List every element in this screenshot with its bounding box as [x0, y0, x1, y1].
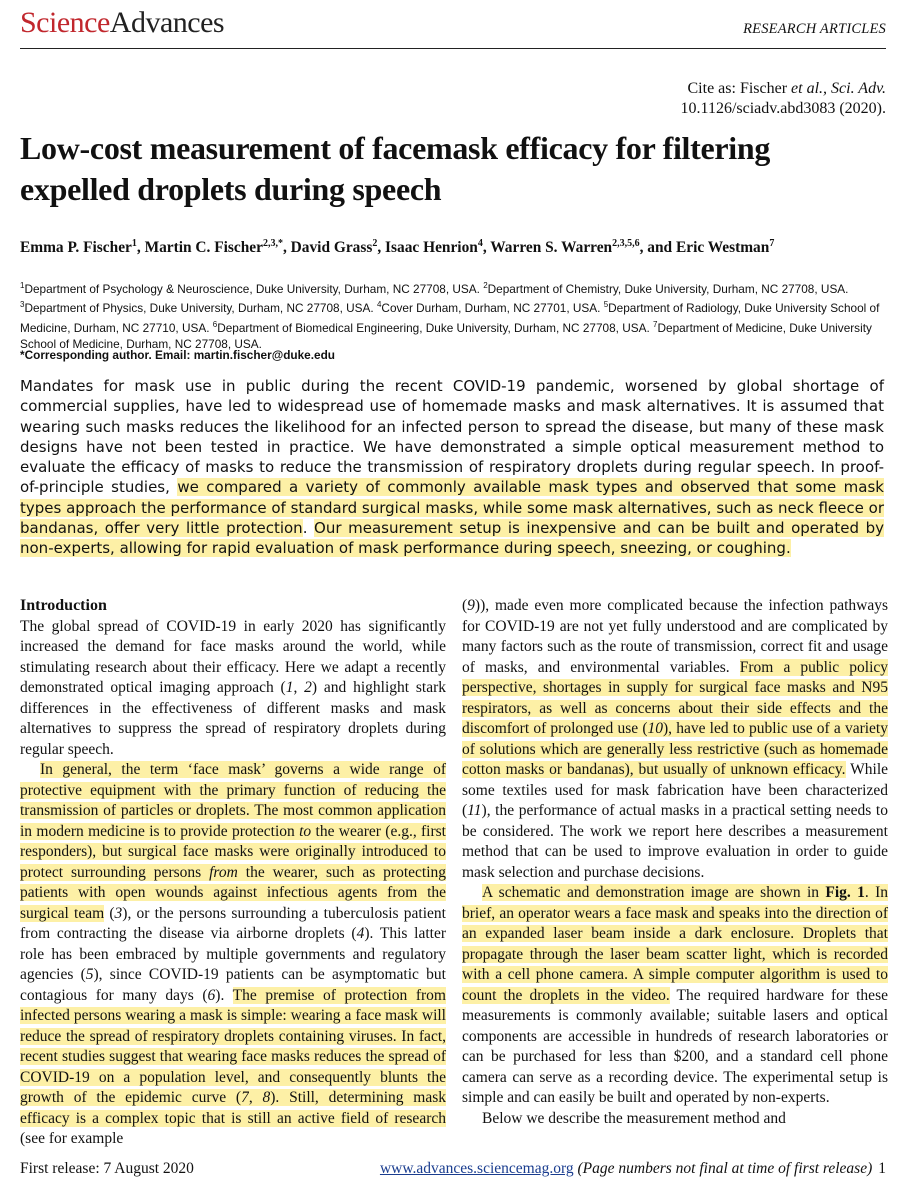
author-name: Isaac Henrion — [385, 239, 478, 257]
reference-number: 10 — [647, 720, 663, 737]
text-run: ). Still, determining mask efficacy is a complex topic that is still an active field of research — [20, 1089, 447, 1127]
author-list — [20, 234, 880, 258]
reference-number: 4 — [356, 925, 365, 942]
journal-logo[interactable] — [20, 6, 224, 40]
author-name: David Grass — [290, 239, 373, 257]
text-run: the wearer, such as protecting patients with open wounds against infectious agents from the surgical team — [20, 863, 446, 922]
text-run: ( — [462, 597, 468, 614]
body-paragraph — [462, 1109, 888, 1130]
right-body — [462, 596, 888, 1129]
affiliation-text: Cover Durham, Durham, NC 27701, USA. — [381, 301, 604, 316]
text-run: . In brief, an operator wears a face mask and speaks into the direction of an expanded laser beam inside a dark enclosure. Droplets that propagate through the laser beam scatter light, which is recorded with a cell phone camera. A simple computer algorithm is used to count the droplets in the video. — [462, 884, 888, 1004]
author-separator: , — [136, 239, 145, 257]
header-divider — [20, 48, 886, 49]
text-run: ), since COVID-19 patients can be asymptomatic but contagious for many days ( — [20, 966, 446, 1004]
affiliation-number: 4 — [376, 300, 382, 310]
affiliation-text: Department of Radiology, Duke University School of Medicine, Durham, NC 27710, USA. — [20, 301, 880, 335]
affiliation-text: Department of Chemistry, Duke University, Durham, NC 27708, USA. — [487, 281, 849, 296]
author-affiliation-marker: 2,3,* — [262, 238, 283, 249]
right-column — [462, 596, 888, 1129]
body-paragraph — [20, 617, 446, 761]
affiliation-number: 6 — [212, 319, 218, 329]
footer-right — [380, 1160, 886, 1178]
affiliation-text: Department of Psychology & Neuroscience, Duke University, Durham, NC 27708, USA. — [24, 281, 484, 296]
text-run: ( — [104, 904, 115, 922]
text-run: The required hardware for these measurements is commonly available; suitable lasers and optical components are accessible in hundreds of research laboratories or can be purchased for less than $200, and a standard cell phone camera can serve as a recording device. The experimental setup is simple and can easily be built and operated by non-experts. — [462, 986, 888, 1106]
text-run: ). — [215, 986, 233, 1004]
affiliation-text: Department of Medicine, Duke University School of Medicine, Durham, NC 27708, USA. — [20, 320, 872, 352]
reference-number: 1 — [285, 679, 294, 696]
corresponding-author: *Corresponding author. Email: martin.fischer@duke.edu — [20, 348, 335, 362]
reference-number: 8 — [262, 1089, 271, 1106]
reference-number: 9 — [467, 597, 475, 614]
reference-number: 3 — [114, 904, 123, 922]
affiliation-number: 2 — [483, 281, 488, 290]
author-separator: , — [282, 239, 291, 257]
section-label: RESEARCH ARTICLES — [743, 21, 886, 37]
text-run: The global spread of COVID-19 in early 2020 has significantly increased the demand for face masks around the world, while stimulating research about their efficacy. Here we adapt a recently demonstrated optical imaging approach ( — [20, 617, 446, 696]
text-run: (see for example — [20, 1130, 124, 1147]
text-run: In general, the term ‘face mask’ governs a wide range of protective equipment with the primary function of reducing the transmission of particles or droplets. The most common application in modern medicine is to provide protection — [20, 761, 446, 840]
text-run: ), the performance of actual masks in a practical setting needs to be considered. The work we report here describes a measurement method that can be used to improve evaluation in order to guide mask selection and purchase decisions. — [462, 802, 888, 881]
page-number: 1 — [878, 1160, 886, 1177]
cite-journal: , Sci. Adv. — [823, 80, 886, 97]
author-affiliation-marker: 7 — [769, 238, 775, 249]
text-run: ) and highlight stark differences in the effectiveness of different masks and mask alternatives to suppress the spread of respiratory droplets during regular speech. — [20, 679, 446, 758]
text-run: from — [209, 863, 238, 881]
text-run: A schematic and demonstration image are shown in — [482, 884, 826, 901]
text-run: , — [248, 1089, 263, 1106]
cite-prefix: Cite as: Fischer — [687, 80, 792, 97]
affiliation-number: 7 — [653, 319, 658, 329]
abstract-text: Mandates for mask use in public during the recent COVID-19 pandemic, worsened by global shortage of commercial supplies, have led to widespread use of homemade masks and mask alternatives. It is assumed that wearing such masks reduces the likelihood for an infected person to spread the disease, but many of these mask designs have not been tested in practice. We have demonstrated a simple optical measurement method to evaluate the efficacy of masks to reduce the transmission of respiratory droplets during regular speech. In proof-of-principle studies, — [20, 377, 884, 497]
reference-number: 5 — [85, 966, 94, 983]
affiliation-number: 3 — [20, 300, 25, 310]
figure-reference: Fig. 1 — [825, 884, 865, 901]
text-run: to — [299, 822, 312, 840]
article-title: Low-cost measurement of facemask efficacy for filtering expelled droplets during speech — [20, 130, 771, 207]
author-separator: , and — [639, 239, 676, 257]
text-run: , — [293, 679, 305, 696]
abstract-highlight: Our measurement setup is inexpensive and can be built and operated by non-experts, allowing for rapid evaluation of mask performance during speech, sneezing, or coughing. — [20, 519, 884, 558]
author-name: Eric Westman — [675, 239, 770, 257]
body-paragraph — [462, 883, 888, 1109]
text-run: ). This latter role has been embraced by multiple governments and regulatory agencies ( — [20, 925, 447, 983]
author-separator: , — [482, 239, 491, 257]
reference-number: 6 — [207, 986, 216, 1004]
journal-logo-science: Science — [20, 6, 110, 39]
text-run: While some textiles used for mask fabrication have been characterized ( — [462, 761, 889, 819]
author-affiliation-marker: 2 — [372, 238, 378, 249]
abstract-highlight: we compared a variety of commonly available mask types and observed that some mask types approach the performance of standard surgical masks, while some mask alternatives, such as neck fleece or bandanas, offer very little protection — [20, 478, 884, 538]
affiliation-number: 5 — [603, 300, 609, 310]
author-separator: , — [377, 239, 386, 257]
reference-number: 2 — [304, 679, 312, 696]
abstract — [20, 376, 884, 559]
left-body — [20, 617, 446, 1150]
reference-number: 7 — [241, 1089, 249, 1106]
journal-logo-advances: Advances — [109, 6, 225, 39]
author-affiliation-marker: 4 — [477, 238, 483, 249]
text-run: )), made even more complicated because the infection pathways for COVID-19 are not yet fully understood and are complicated by many factors such as the route of transmission, correct fit and usage of masks, and environmental variables. — [462, 597, 888, 676]
citation — [681, 79, 886, 119]
text-run: Below we describe the measurement method and — [482, 1109, 786, 1127]
abstract-text: . — [302, 519, 315, 538]
text-run: ), or the persons surrounding a tuberculosis patient from contracting the disease via airborne droplets ( — [20, 904, 446, 942]
text-run: From a public policy perspective, shortages in supply for surgical face masks and N95 respirators, as well as concerns about their side effects and the discomfort of prolonged use ( — [462, 658, 889, 737]
body-paragraph — [462, 596, 888, 883]
reference-number: 11 — [467, 802, 482, 819]
author-name: Warren S. Warren — [490, 239, 613, 257]
author-name: Martin C. Fischer — [144, 239, 263, 257]
cite-etal: et al. — [791, 80, 824, 97]
author-affiliation-marker: 1 — [131, 238, 137, 249]
journal-url-link[interactable]: www.advances.sciencemag.org — [379, 1160, 574, 1177]
text-run: ), have led to public use of a variety of solutions which are generally less restrictive (such as homemade cotton masks or bandanas), but usually of unknown efficacy. — [462, 720, 888, 778]
left-column — [20, 596, 446, 1150]
cite-doi: 10.1126/sciadv.abd3083 (2020). — [680, 100, 886, 117]
affiliations — [20, 278, 882, 353]
text-run: the wearer (e.g., first responders), but surgical face masks were originally introduced to protect surrounding persons — [20, 822, 446, 881]
author-name: Emma P. Fischer — [20, 239, 132, 257]
affiliation-text: Department of Biomedical Engineering, Duke University, Durham, NC 27708, USA. — [217, 320, 654, 335]
text-run: The premise of protection from infected persons wearing a mask is simple: wearing a face mask will reduce the spread of respiratory droplets containing viruses. In fact, recent studies suggest that wearing face masks reduces the spread of COVID-19 on a population level, and consequently blunts the growth of the epidemic curve ( — [20, 986, 446, 1106]
release-date: First release: 7 August 2020 — [20, 1160, 194, 1177]
intro-heading: Introduction — [20, 597, 107, 614]
page-note: (Page numbers not final at time of first release) — [573, 1160, 873, 1177]
author-affiliation-marker: 2,3,5,6 — [612, 238, 640, 249]
body-paragraph — [20, 760, 446, 1150]
affiliation-text: Department of Physics, Duke University, Durham, NC 27708, USA. — [24, 301, 377, 316]
affiliation-number: 1 — [20, 281, 25, 290]
